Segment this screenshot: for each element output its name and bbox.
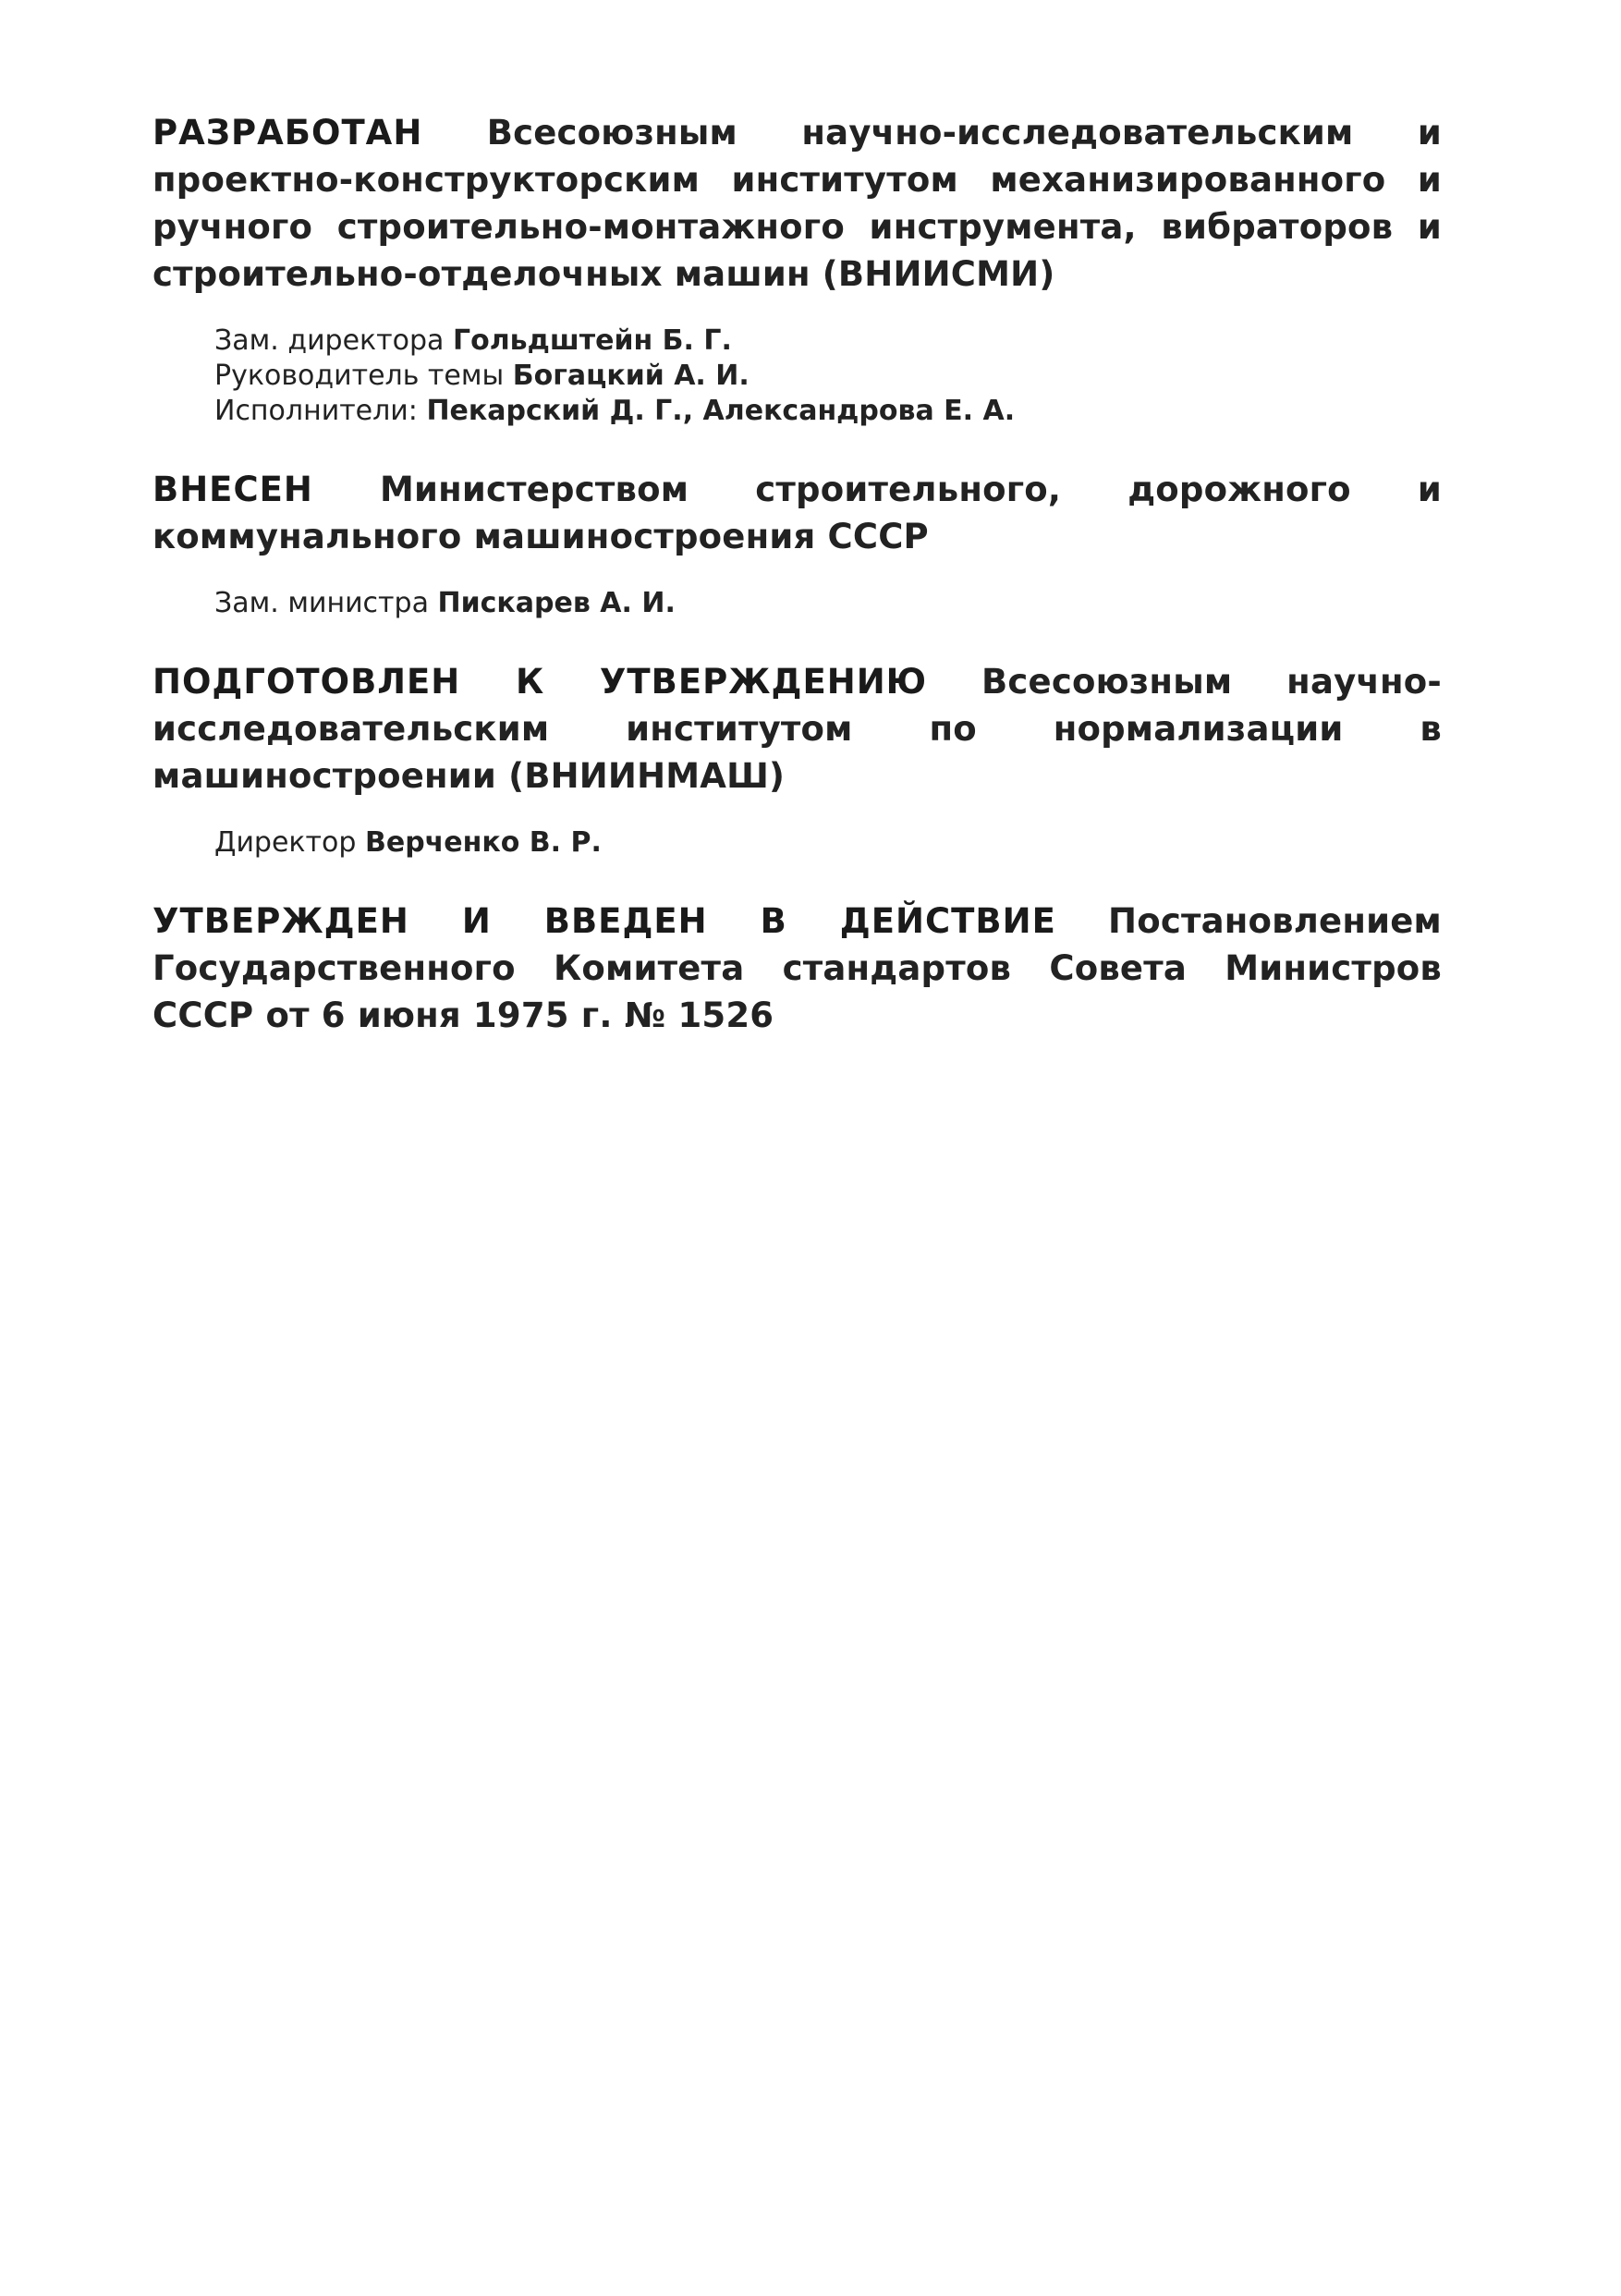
person-role: Зам. директора [214,324,445,357]
introduced-lead: ВНЕСЕН [152,470,313,509]
document-content [152,109,1442,1039]
prepared-persons [214,825,1442,861]
approved-text: Постановлением Государственного Комитета стандартов Совета Министров СССР от 6 июня 1975 г. № 1526 [152,901,1442,1035]
person-line [214,586,1442,621]
developed-lead: РАЗРАБОТАН [152,113,423,153]
person-role: Директор [214,826,357,859]
prepared-text: Всесоюзным научно-исследовательским институтом по нормализации в машиностроении (ВНИИНМАШ) [152,662,1442,796]
person-name: Гольдштейн Б. Г. [452,324,732,357]
person-line [214,825,1442,861]
person-line [214,359,1442,394]
introduced-text: Министерством строительного, дорожного и коммунального машиностроения СССР [152,470,1442,556]
prepared-lead: ПОДГОТОВЛЕН К УТВЕРЖДЕНИЮ [152,662,928,702]
section-prepared [152,658,1442,861]
developed-paragraph [152,109,1442,298]
person-name: Пекарский Д. Г., Александрова Е. А. [426,395,1016,427]
section-approved [152,898,1442,1039]
section-introduced [152,466,1442,621]
person-role: Руководитель темы [214,360,505,392]
developed-text: Всесоюзным научно-исследовательским и проектно-конструкторским институтом механизированного и ручного строительно-монтажного инструмента, вибраторов и строительно-отделочных машин (ВНИИСМИ) [152,113,1442,294]
person-line [214,394,1442,429]
person-name: Пискарев А. И. [437,587,676,619]
approved-paragraph [152,898,1442,1039]
introduced-persons [214,586,1442,621]
introduced-paragraph [152,466,1442,560]
section-developed [152,109,1442,429]
person-role: Зам. министра [214,587,429,619]
approved-lead: УТВЕРЖДЕН И ВВЕДЕН В ДЕЙСТВИЕ [152,901,1056,941]
person-name: Богацкий А. И. [512,360,750,392]
person-name: Верченко В. Р. [364,826,602,859]
person-line [214,324,1442,359]
developed-persons [214,324,1442,429]
person-role: Исполнители: [214,395,418,427]
prepared-paragraph [152,658,1442,800]
